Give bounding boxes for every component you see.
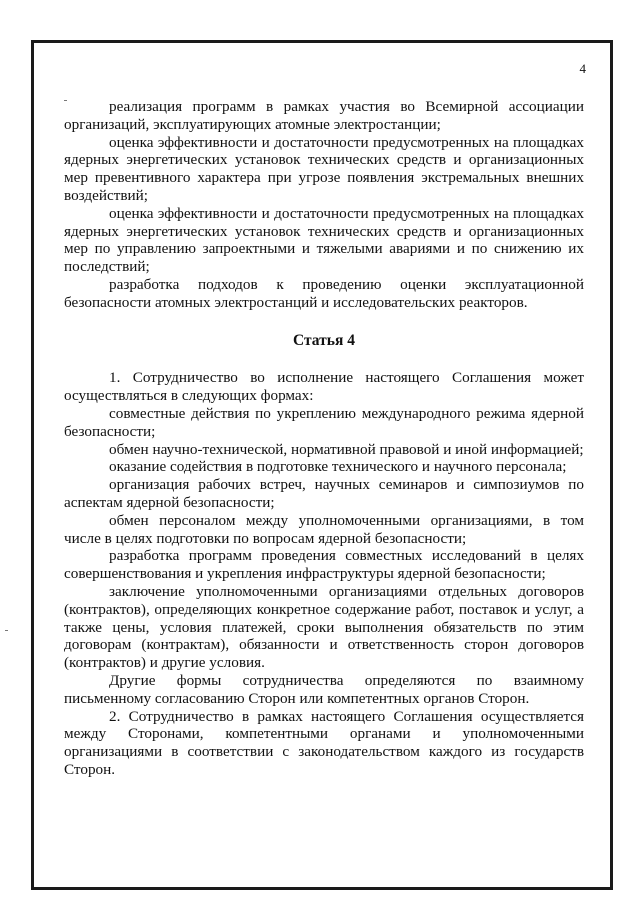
scan-speck [64, 100, 67, 101]
paragraph: оценка эффективности и достаточности предусмотренных на площадках ядерных энергетических установок технических средств и организационных мер по управлению запроектными и тяжелыми авариями и по снижению их последствий; [64, 204, 584, 276]
paragraph: разработка программ проведения совместных исследований в целях совершенствования и укрепления инфраструктуры ядерной безопасности; [64, 547, 584, 583]
paragraph: Другие формы сотрудничества определяются по взаимному письменному согласованию Сторон или компетентных органов Сторон. [64, 671, 584, 707]
scan-speck [5, 630, 8, 631]
document-body [64, 98, 584, 779]
paragraph: совместные действия по укреплению международного режима ядерной безопасности; [64, 404, 584, 440]
paragraph: заключение уполномоченными организациями отдельных договоров (контрактов), определяющих конкретное содержание работ, поставок и услуг, а также цены, условия платежей, сроки выполнения обязательств по этим договорам (контрактам), обязанности и ответственность сторон договоров (контрактов) и другие условия. [64, 582, 584, 672]
paragraph: 1. Сотрудничество во исполнение настоящего Соглашения может осуществляться в следующих формах: [64, 369, 584, 405]
paragraph: реализация программ в рамках участия во Всемирной ассоциации организаций, эксплуатирующих атомные электростанции; [64, 98, 584, 133]
paragraph: обмен персоналом между уполномоченными организациями, в том числе в целях подготовки по вопросам ядерной безопасности; [64, 511, 584, 547]
paragraph: оценка эффективности и достаточности предусмотренных на площадках ядерных энергетических установок технических средств и организационных мер превентивного характера при угрозе появления экстремальных внешних воздействий; [64, 133, 584, 204]
page-frame [31, 40, 613, 890]
paragraph: организация рабочих встреч, научных семинаров и симпозиумов по аспектам ядерной безопасности; [64, 476, 584, 511]
paragraph: 2. Сотрудничество в рамках настоящего Соглашения осуществляется между Сторонами, компетентными органами и уполномоченными организациями в соответствии с законодательством каждого из государств Сторон. [64, 707, 584, 778]
paragraph: разработка подходов к проведению оценки эксплуатационной безопасности атомных электростанций и исследовательских реакторов. [64, 275, 584, 311]
paragraph: оказание содействия в подготовке технического и научного персонала; [109, 458, 567, 476]
article-heading: Статья 4 [293, 331, 355, 349]
paragraph: обмен научно-технической, нормативной правовой и иной информацией; [109, 440, 584, 458]
page-number: 4 [579, 61, 586, 76]
